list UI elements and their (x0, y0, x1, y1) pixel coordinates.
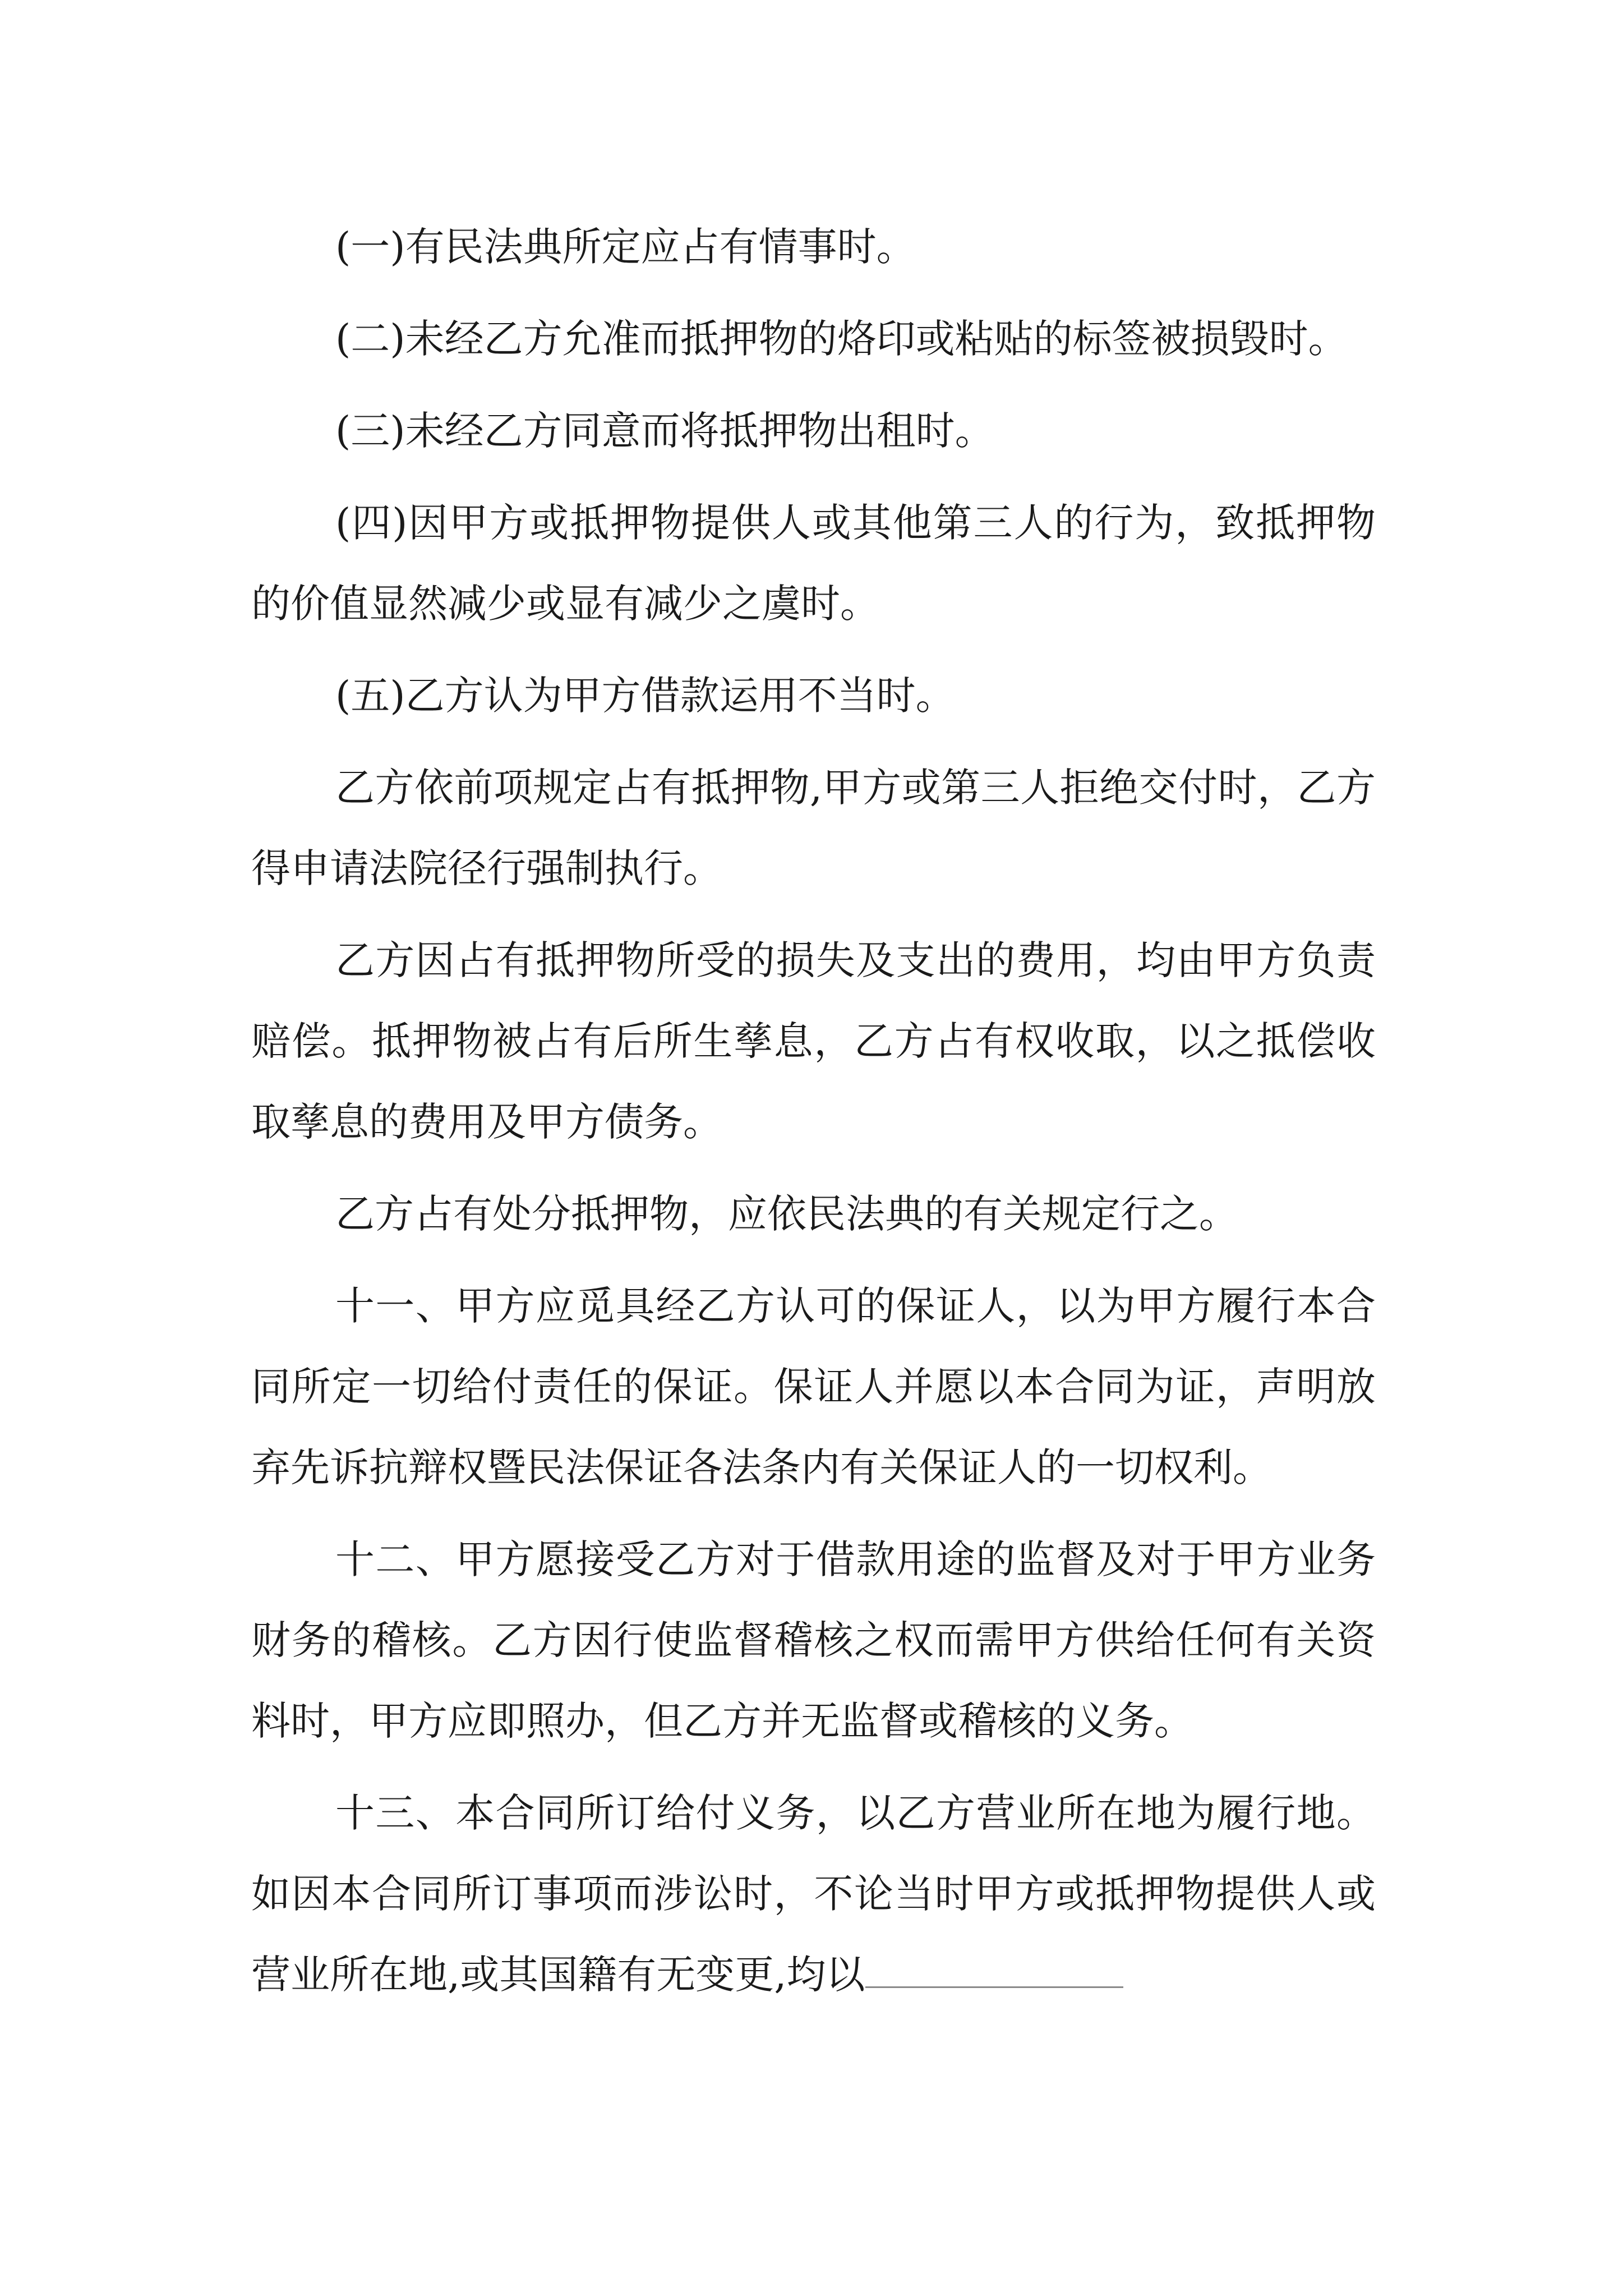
clause-twelve: 十二、甲方愿接受乙方对于借款用途的监督及对于甲方业务财务的稽核。乙方因行使监督稽核之权而需甲方供给任何有关资料时，甲方应即照办，但乙方并无监督或稽核的义务。 (251, 1536, 1376, 1744)
paragraph-disposal: 乙方占有处分抵押物，应依民法典的有关规定行之。 (335, 1191, 1238, 1237)
clause-item-2: (二)未经乙方允准而抵押物的烙印或粘贴的标签被损毁时。 (335, 316, 1348, 362)
clause-item-4: (四)因甲方或抵押物提供人或其他第三人的行为，致抵押物的价值显然减少或显有减少之虞时。 (251, 500, 1376, 627)
clause-thirteen (251, 1773, 1376, 2015)
clause-thirteen-text: 十三、本合同所订给付义务，以乙方营业所在地为履行地。如因本合同所订事项而涉讼时，不论当时甲方或抵押物提供人或营业所在地,或其国籍有无变更,均以 (251, 1790, 1376, 1998)
paragraph-enforcement: 乙方依前项规定占有抵押物,甲方或第三人拒绝交付时，乙方得申请法院径行强制执行。 (251, 765, 1376, 891)
paragraph-compensation: 乙方因占有抵押物所受的损失及支出的费用，均由甲方负责赔偿。抵押物被占有后所生孳息，乙方占有权收取，以之抵偿收取孳息的费用及甲方债务。 (251, 937, 1376, 1145)
clause-item-3: (三)未经乙方同意而将抵押物出租时。 (335, 408, 994, 454)
clause-item-1: (一)有民法典所定应占有情事时。 (335, 224, 916, 270)
clause-item-5: (五)乙方认为甲方借款运用不当时。 (335, 673, 955, 719)
document-page (251, 206, 1376, 2015)
fill-in-blank-line (865, 1953, 1123, 1988)
clause-eleven: 十一、甲方应觅具经乙方认可的保证人，以为甲方履行本合同所定一切给付责任的保证。保证人并愿以本合同为证，声明放弃先诉抗辩权暨民法保证各法条内有关保证人的一切权利。 (251, 1283, 1376, 1490)
